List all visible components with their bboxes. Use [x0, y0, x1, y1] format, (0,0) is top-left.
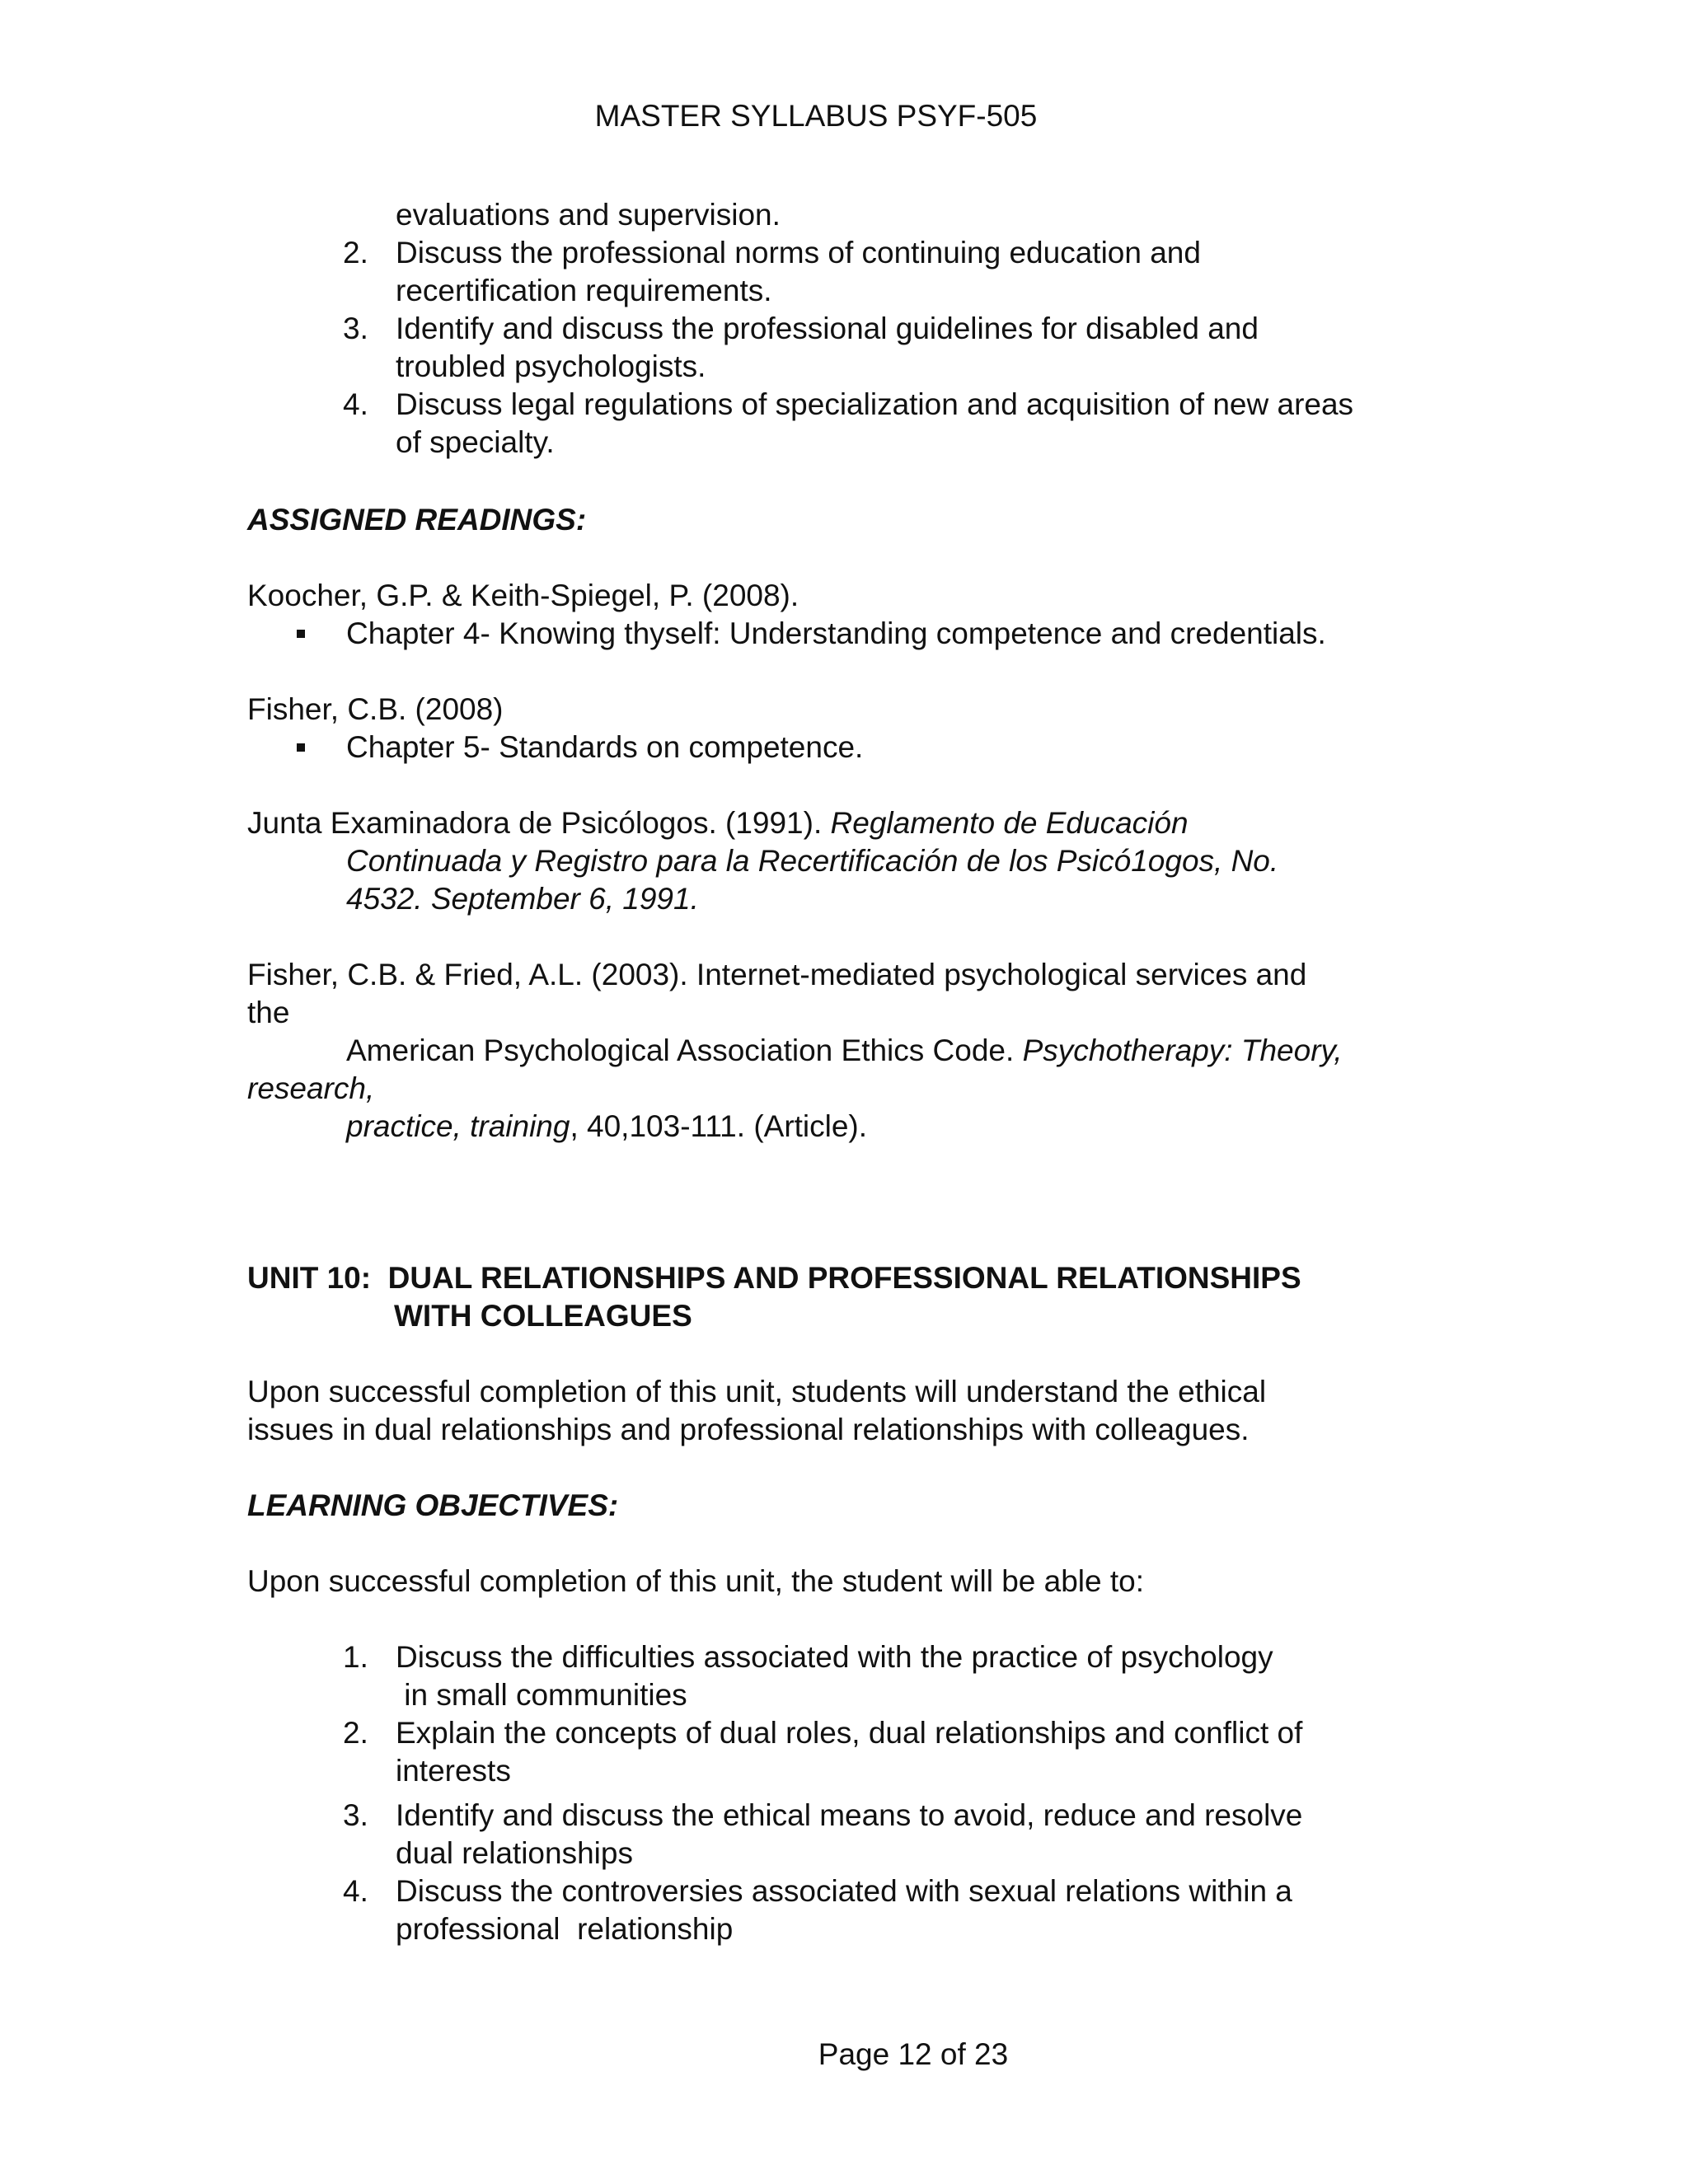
fisher-fried-line1: Fisher, C.B. & Fried, A.L. (2003). Internet-mediated psychological services and: [247, 958, 1307, 991]
reading-koocher-citation: Koocher, G.P. & Keith-Spiegel, P. (2008).: [247, 579, 799, 612]
list-item-number: 4.: [343, 387, 368, 421]
fisher-fried-line3-plain: American Psychological Association Ethics Code.: [346, 1033, 1023, 1067]
list-item: [343, 1714, 1447, 1790]
bullet-square-icon: [297, 743, 305, 752]
fisher-fried-line3-italic: Psychotherapy: Theory,: [1022, 1033, 1343, 1067]
reading-fisher-bullet: [297, 729, 1451, 766]
list-item-number: 2.: [343, 1716, 368, 1750]
list-item: [343, 1797, 1447, 1872]
list-item: [343, 386, 1447, 462]
junta-title-line3: 4532. September 6, 1991.: [346, 882, 699, 916]
list-item-text: Discuss the controversies associated with sexual relations within a professional relationship: [396, 1874, 1292, 1946]
list-continuation: evaluations and supervision.: [396, 198, 781, 232]
list-item-number: 2.: [343, 236, 368, 269]
list-item: [343, 234, 1447, 310]
assigned-readings-heading: ASSIGNED READINGS:: [247, 503, 587, 537]
junta-title-line1: Reglamento de Educación: [830, 806, 1189, 840]
objectives-intro: Upon successful completion of this unit, the student will be able to:: [247, 1564, 1144, 1598]
list-item: [343, 1638, 1447, 1714]
list-item-number: 3.: [343, 1798, 368, 1832]
unit10-heading-line2: WITH COLLEAGUES: [394, 1299, 692, 1333]
list-item-text: Discuss the professional norms of continuing education and recertification requirements.: [396, 236, 1201, 307]
fisher-fried-line2: the: [247, 996, 290, 1029]
fisher-fried-line5-italic: practice, training: [346, 1109, 570, 1143]
list-item-text: Explain the concepts of dual roles, dual relationships and conflict of interests: [396, 1716, 1303, 1788]
unit10-heading: [247, 1259, 1451, 1335]
page-header: MASTER SYLLABUS PSYF-505: [594, 99, 1038, 133]
junta-author: Junta Examinadora de Psicólogos. (1991).: [247, 806, 831, 840]
unit10-heading-line1: UNIT 10: DUAL RELATIONSHIPS AND PROFESSIONAL RELATIONSHIPS: [247, 1261, 1301, 1295]
list-item-number: 4.: [343, 1874, 368, 1908]
list-item-text: Discuss the difficulties associated with the practice of psychology in small communities: [396, 1640, 1273, 1712]
list-item-text: Identify and discuss the ethical means to avoid, reduce and resolve dual relationships: [396, 1798, 1303, 1870]
previous-objectives-list: [343, 234, 1447, 462]
learning-objectives-heading: LEARNING OBJECTIVES:: [247, 1488, 619, 1522]
list-item-text: Identify and discuss the professional guidelines for disabled and troubled psychologists.: [396, 312, 1259, 383]
fisher-fried-line4-italic: research,: [247, 1071, 375, 1105]
junta-title-line2: Continuada y Registro para la Recertificación de los Psicó1ogos, No.: [346, 844, 1279, 878]
bullet-text: Chapter 5- Standards on competence.: [346, 730, 864, 764]
reading-koocher-bullet: [297, 615, 1451, 653]
list-item-number: 3.: [343, 312, 368, 345]
reading-fisher-citation: Fisher, C.B. (2008): [247, 692, 504, 726]
bullet-text: Chapter 4- Knowing thyself: Understanding competence and credentials.: [346, 616, 1326, 650]
list-item-text: Discuss legal regulations of specialization and acquisition of new areas of specialty.: [396, 387, 1354, 459]
page-footer: Page 12 of 23: [818, 2037, 1009, 2071]
reading-junta-citation: [247, 804, 1451, 918]
list-item: [343, 310, 1447, 386]
list-item: [343, 1872, 1447, 1948]
bullet-square-icon: [297, 630, 305, 638]
fisher-fried-line5-plain: , 40,103-111. (Article).: [570, 1109, 868, 1143]
unit10-intro: Upon successful completion of this unit, students will understand the ethical issues in dual relationships and professional relationships with colleagues.: [247, 1375, 1267, 1446]
unit10-objectives-list: [343, 1638, 1447, 1948]
list-item-number: 1.: [343, 1640, 368, 1674]
reading-fisher-fried-citation: [247, 956, 1451, 1146]
